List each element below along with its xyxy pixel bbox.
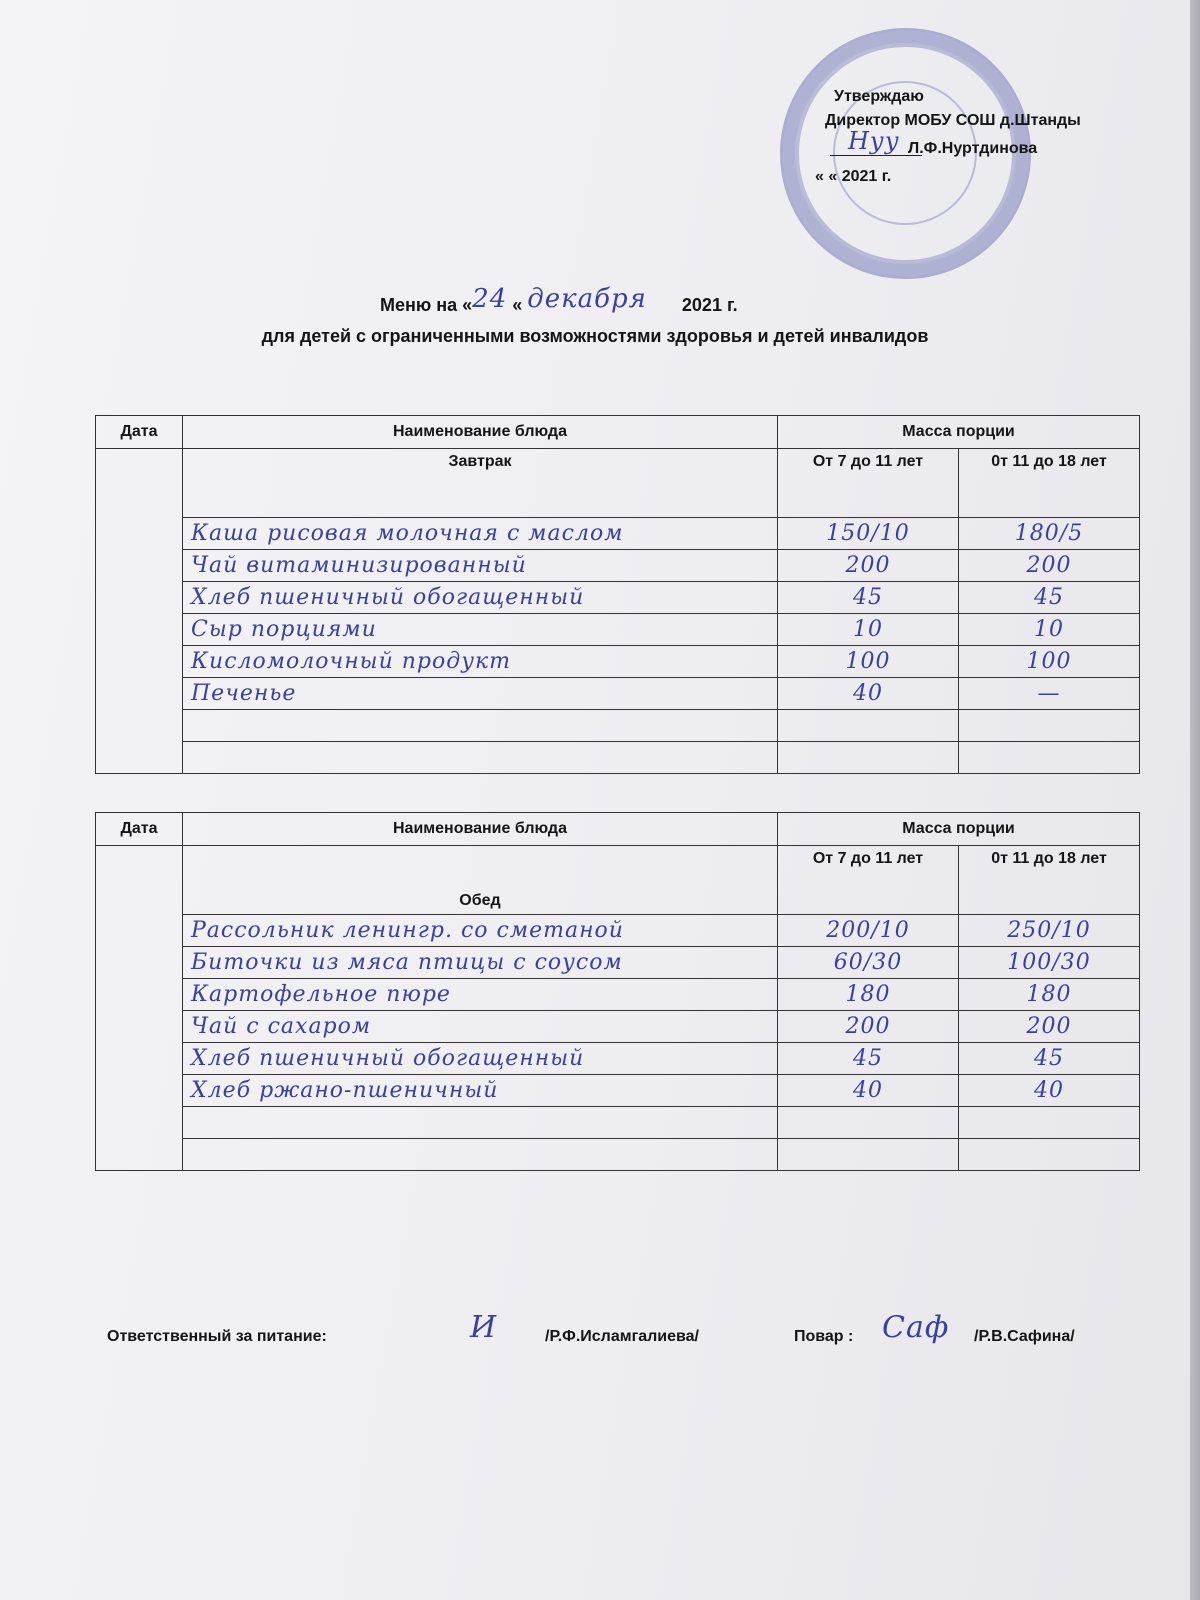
approval-date: « « 2021 г. bbox=[815, 168, 892, 185]
dish-name: Биточки из мяса птицы с соусом bbox=[183, 947, 778, 979]
dish-name: Хлеб пшеничный обогащенный bbox=[183, 1043, 778, 1075]
approval-title: Утверждаю bbox=[834, 88, 924, 105]
dish-name bbox=[183, 1107, 778, 1139]
age-group-1: От 7 до 11 лет bbox=[778, 846, 959, 915]
mass-7-11 bbox=[778, 1139, 959, 1171]
dish-name bbox=[183, 742, 778, 774]
mass-7-11: 40 bbox=[778, 1075, 959, 1107]
dish-name: Хлеб ржано-пшеничный bbox=[183, 1075, 778, 1107]
mass-7-11: 60/30 bbox=[778, 947, 959, 979]
mass-11-18: 100 bbox=[959, 646, 1140, 678]
date-cell bbox=[96, 846, 183, 1171]
page-edge-shadow bbox=[1190, 0, 1200, 1600]
mass-7-11: 45 bbox=[778, 1043, 959, 1075]
mass-7-11: 40 bbox=[778, 678, 959, 710]
mass-11-18: 180 bbox=[959, 979, 1140, 1011]
header-dish: Наименование блюда bbox=[183, 416, 778, 449]
mass-11-18: 200 bbox=[959, 1011, 1140, 1043]
meal-label: Завтрак bbox=[183, 449, 778, 518]
mass-7-11: 200 bbox=[778, 1011, 959, 1043]
header-mass: Масса порции bbox=[778, 813, 1140, 846]
dish-name: Чай с сахаром bbox=[183, 1011, 778, 1043]
title-middle: « bbox=[507, 295, 528, 315]
approval-signer: Л.Ф.Нуртдинова bbox=[908, 140, 1038, 157]
mass-11-18: 10 bbox=[959, 614, 1140, 646]
mass-11-18 bbox=[959, 710, 1140, 742]
dish-name: Чай витаминизированный bbox=[183, 550, 778, 582]
cook-label: Повар : bbox=[794, 1328, 854, 1345]
lunch-table bbox=[95, 812, 1140, 1171]
menu-title bbox=[380, 284, 738, 318]
breakfast-table bbox=[95, 415, 1140, 774]
mass-11-18: 100/30 bbox=[959, 947, 1140, 979]
mass-7-11: 150/10 bbox=[778, 518, 959, 550]
dish-name bbox=[183, 1139, 778, 1171]
mass-11-18 bbox=[959, 742, 1140, 774]
title-year: 2021 г. bbox=[681, 295, 738, 315]
mass-11-18 bbox=[959, 1139, 1140, 1171]
mass-11-18: 40 bbox=[959, 1075, 1140, 1107]
dish-name: Рассольник ленингр. со сметаной bbox=[183, 915, 778, 947]
dish-name: Картофельное пюре bbox=[183, 979, 778, 1011]
mass-11-18: 45 bbox=[959, 1043, 1140, 1075]
mass-7-11 bbox=[778, 1107, 959, 1139]
responsible-name: /Р.Ф.Исламгалиева/ bbox=[545, 1328, 699, 1345]
cook-name: /Р.В.Сафина/ bbox=[974, 1328, 1075, 1345]
meal-label: Обед bbox=[183, 846, 778, 915]
dish-name: Печенье bbox=[183, 678, 778, 710]
header-date: Дата bbox=[96, 813, 183, 846]
approval-signature: Нуу bbox=[848, 127, 900, 155]
age-group-2: 0т 11 до 18 лет bbox=[959, 449, 1140, 518]
title-month: декабря bbox=[527, 284, 647, 314]
title-prefix: Меню на « bbox=[380, 295, 473, 315]
cook-signature: Саф bbox=[882, 1310, 950, 1345]
mass-7-11: 180 bbox=[778, 979, 959, 1011]
approval-position: Директор МОБУ СОШ д.Штанды bbox=[825, 112, 1081, 129]
mass-7-11: 45 bbox=[778, 582, 959, 614]
mass-7-11: 200 bbox=[778, 550, 959, 582]
responsible-label: Ответственный за питание: bbox=[107, 1328, 327, 1345]
approval-block bbox=[780, 28, 1140, 298]
dish-name: Каша рисовая молочная с маслом bbox=[183, 518, 778, 550]
header-dish: Наименование блюда bbox=[183, 813, 778, 846]
mass-7-11: 200/10 bbox=[778, 915, 959, 947]
header-mass: Масса порции bbox=[778, 416, 1140, 449]
mass-11-18: 200 bbox=[959, 550, 1140, 582]
mass-11-18: 250/10 bbox=[959, 915, 1140, 947]
mass-7-11 bbox=[778, 742, 959, 774]
dish-name: Сыр порциями bbox=[183, 614, 778, 646]
date-cell bbox=[96, 449, 183, 774]
mass-11-18: 45 bbox=[959, 582, 1140, 614]
mass-7-11 bbox=[778, 710, 959, 742]
menu-subtitle: для детей с ограниченными возможностями здоровья и детей инвалидов bbox=[261, 326, 929, 346]
header-date: Дата bbox=[96, 416, 183, 449]
responsible-signature: И bbox=[470, 1310, 498, 1345]
dish-name bbox=[183, 710, 778, 742]
age-group-1: От 7 до 11 лет bbox=[778, 449, 959, 518]
dish-name: Кисломолочный продукт bbox=[183, 646, 778, 678]
mass-7-11: 100 bbox=[778, 646, 959, 678]
mass-11-18: 180/5 bbox=[959, 518, 1140, 550]
mass-7-11: 10 bbox=[778, 614, 959, 646]
dish-name: Хлеб пшеничный обогащенный bbox=[183, 582, 778, 614]
mass-11-18 bbox=[959, 1107, 1140, 1139]
mass-11-18: — bbox=[959, 678, 1140, 710]
title-day: 24 bbox=[472, 284, 508, 314]
age-group-2: 0т 11 до 18 лет bbox=[959, 846, 1140, 915]
